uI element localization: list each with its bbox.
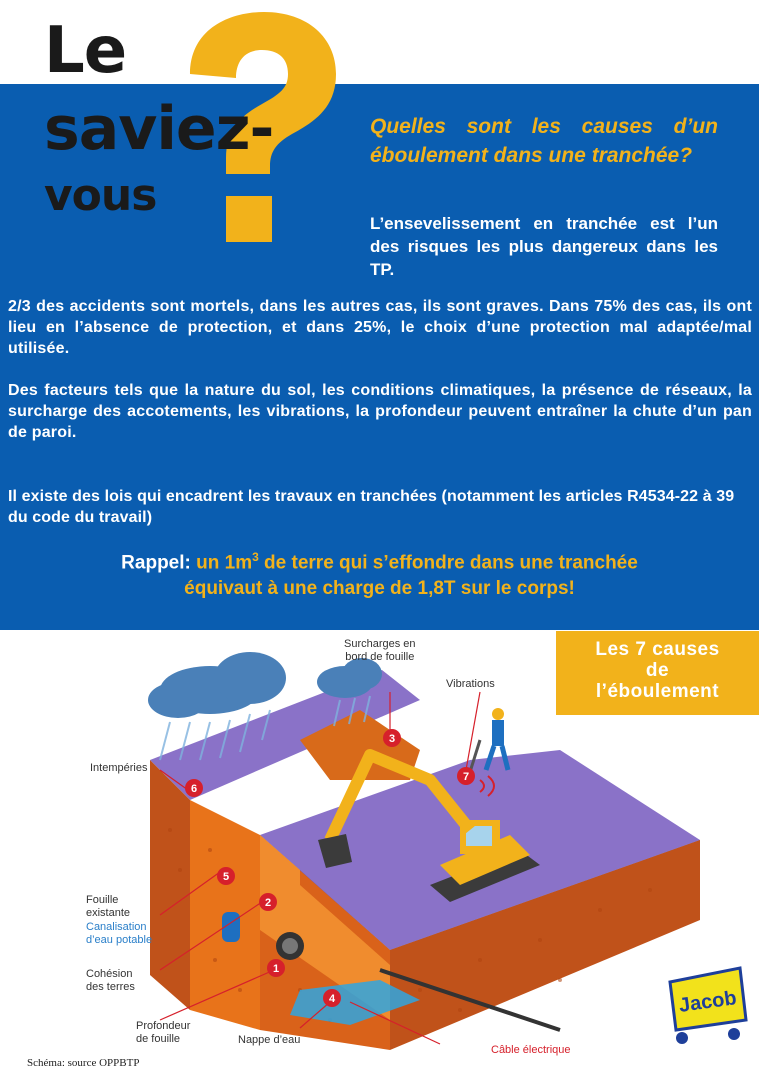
label-cohesion-line-2: des terres xyxy=(86,981,135,993)
label-fouille-line-1: Fouille xyxy=(86,894,119,906)
label-canalisation-line-2: d’eau potable xyxy=(86,934,153,946)
label-profondeur-line-1: Profondeur xyxy=(136,1020,191,1032)
paragraph-laws xyxy=(8,486,752,528)
marker-2-label: 2 xyxy=(264,897,272,909)
label-nappe: Nappe d’eau xyxy=(238,1034,301,1046)
marker-7-label: 7 xyxy=(462,771,470,783)
laws-line: Il existe des lois qui encadrent les travaux en tranchées (notamment les articles R4534-22 à 39 du code du travail) xyxy=(8,488,735,526)
rappel-text-a: un 1m xyxy=(196,552,253,574)
causes-line-1: Les 7 causes xyxy=(595,639,720,660)
label-surcharges xyxy=(344,638,416,664)
left-soil-front xyxy=(150,760,190,1010)
rappel-line-2: équivaut à une charge de 1,8T sur le corps! xyxy=(184,578,575,600)
marker-5-label: 5 xyxy=(222,871,230,883)
image-credit: Schéma: source OPPBTP xyxy=(27,1057,140,1069)
label-surcharges-line-1: Surcharges en xyxy=(344,638,416,650)
jacob-logo-text: Jacob xyxy=(677,987,738,1017)
marker-5 xyxy=(217,867,235,885)
marker-3 xyxy=(383,729,401,747)
rappel-label: Rappel: xyxy=(121,552,191,574)
rappel-line-1 xyxy=(0,544,759,576)
label-cohesion xyxy=(86,968,135,994)
label-profondeur-line-2: de fouille xyxy=(136,1033,181,1045)
jacob-logo xyxy=(660,964,752,1046)
question-heading: Quelles sont les causes d’un éboulement dans une tranchée? xyxy=(370,115,718,167)
label-cohesion-line-1: Cohésion xyxy=(86,968,133,980)
title-line-3: vous xyxy=(44,170,157,221)
label-fouille-line-2: existante xyxy=(86,907,131,919)
marker-7 xyxy=(457,767,475,785)
label-cable: Câble électrique xyxy=(491,1044,571,1056)
label-vibrations: Vibrations xyxy=(446,678,495,690)
marker-6 xyxy=(185,779,203,797)
title-line-1: Le xyxy=(44,14,127,88)
paragraph-accidents: 2/3 des accidents sont mortels, dans les autres cas, ils sont graves. Dans 75% des cas, ils ont lieu en l’absence de protection, et dans 25%, le choix d’une protection mal adaptée/mal utilisée. xyxy=(8,298,752,357)
label-profondeur xyxy=(136,1020,190,1046)
label-intemperies: Intempéries xyxy=(90,762,148,774)
causes-line-3: l’éboulement xyxy=(595,681,720,702)
label-canalisation-line-1: Canalisation xyxy=(86,921,147,933)
title-line-2: saviez- xyxy=(44,94,274,164)
marker-3-label: 3 xyxy=(388,733,396,745)
causes-line-2: de xyxy=(645,660,670,681)
marker-1-label: 1 xyxy=(272,963,280,975)
marker-6-label: 6 xyxy=(190,783,198,795)
rappel-note xyxy=(0,544,759,602)
marker-2 xyxy=(259,893,277,911)
cloud-left-icon xyxy=(148,652,286,718)
marker-1 xyxy=(267,959,285,977)
label-fouille-existante xyxy=(86,894,130,920)
intro-text: L’ensevelissement en tranchée est l’un des risques les plus dangereux dans les TP. xyxy=(370,214,718,279)
rappel-text-b: de terre qui s’effondre dans une tranchée xyxy=(258,552,638,574)
marker-4 xyxy=(323,989,341,1007)
causes-box xyxy=(556,631,759,715)
paragraph-factors: Des facteurs tels que la nature du sol, les conditions climatiques, la présence de réseaux, la surcharge des accotements, les vibrations, la profondeur peuvent entraîner la chute d’un pan de paroi. xyxy=(8,382,752,441)
rappel-superscript: 3 xyxy=(252,550,259,564)
label-canalisation xyxy=(86,921,152,947)
label-surcharges-line-2: bord de fouille xyxy=(345,651,415,663)
marker-4-label: 4 xyxy=(328,993,336,1005)
